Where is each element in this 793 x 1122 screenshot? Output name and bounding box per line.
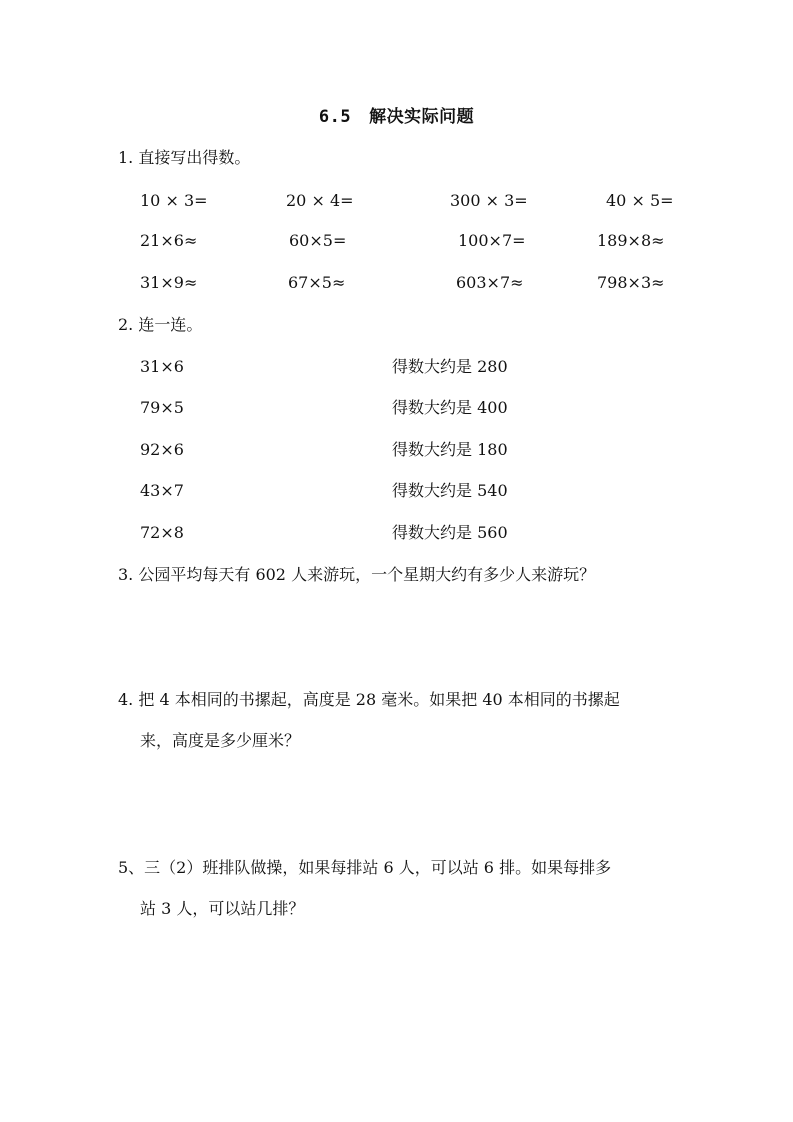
q1-expr: 10 × 3= [140,191,208,210]
page-title [0,106,793,128]
q2-right-item: 得数大约是 400 [392,398,508,417]
q1-expr: 67×5≈ [288,273,346,292]
question-3-text: 3. 公园平均每天有 602 人来游玩，一个星期大约有多少人来游玩？ [118,565,596,584]
question-5-line-2: 站 3 人，可以站几排？ [140,899,305,918]
q1-expr: 40 × 5= [606,191,674,210]
q1-expr: 20 × 4= [286,191,354,210]
question-4-line-2: 来，高度是多少厘米？ [140,731,301,750]
question-2-heading: 2. 连一连。 [118,315,203,334]
q1-expr: 798×3≈ [597,273,665,292]
q1-expr: 60×5= [289,231,347,250]
q1-expr: 603×7≈ [456,273,524,292]
q1-expr: 300 × 3= [450,191,528,210]
q2-right-item: 得数大约是 280 [392,357,508,376]
q2-left-item: 43×7 [140,481,184,500]
question-5-line-1: 5、三（2）班排队做操，如果每排站 6 人，可以站 6 排。如果每排多 [118,858,612,877]
section-number: 6.5 [318,107,352,127]
q2-left-item: 92×6 [140,440,184,459]
section-title: 解决实际问题 [369,107,475,127]
q2-right-item: 得数大约是 180 [392,440,508,459]
question-1-heading: 1. 直接写出得数。 [118,148,251,167]
q2-right-item: 得数大约是 540 [392,481,508,500]
q2-left-item: 31×6 [140,357,184,376]
q1-expr: 100×7= [458,231,526,250]
q2-left-item: 72×8 [140,523,184,542]
q1-expr: 21×6≈ [140,231,198,250]
q1-expr: 189×8≈ [597,231,665,250]
q1-expr: 31×9≈ [140,273,198,292]
q2-left-item: 79×5 [140,398,184,417]
q2-right-item: 得数大约是 560 [392,523,508,542]
question-4-line-1: 4. 把 4 本相同的书摞起，高度是 28 毫米。如果把 40 本相同的书摞起 [118,690,620,709]
